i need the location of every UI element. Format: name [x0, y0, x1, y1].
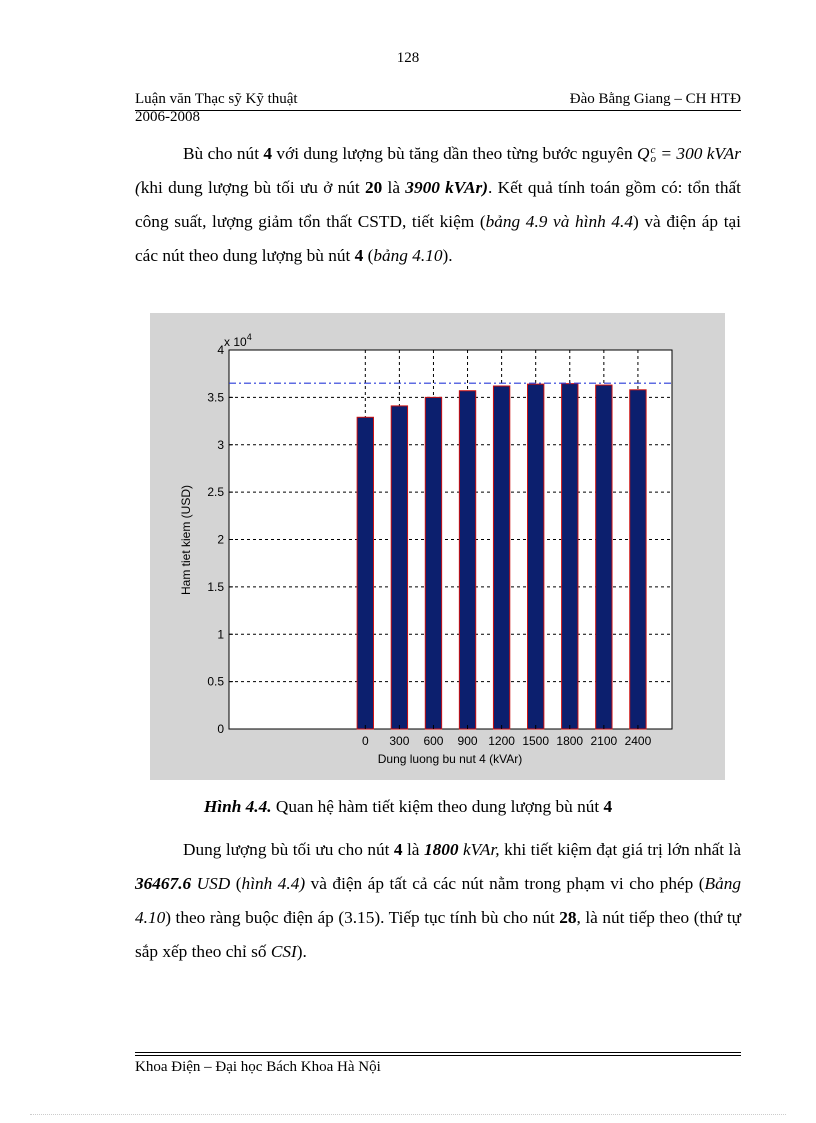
bar-1200	[493, 386, 509, 729]
x-tick-label: 900	[457, 734, 478, 748]
y-tick-label: 1	[217, 627, 224, 642]
bar-1800	[562, 384, 578, 729]
paragraph-1: Bù cho nút 4 với dung lượng bù tăng dần theo từng bước nguyên Q c o = 300 kVAr (khi dung lượng bù tối ưu ở nút 20 là 3900 kVAr). Kết quả tính toán gồm có: tổn thất công suất, lượng giảm tổn thất CSTD, tiết kiệm (bảng 4.9 và hình 4.4) và điện áp tại các nút theo dung lượng bù nút 4 (bảng 4.10).	[135, 144, 741, 265]
x-tick-label: 1500	[522, 734, 550, 748]
x-tick-label: 0	[361, 734, 369, 748]
y-tick-label: 3	[217, 437, 224, 452]
bar-900	[459, 391, 475, 729]
page-footer	[135, 1052, 741, 1076]
y-multiplier: x $10^4$	[224, 332, 252, 349]
y-tick-label: 1.5	[207, 579, 224, 594]
y-tick-label: 2.5	[207, 485, 224, 500]
y-tick-label: 0.5	[207, 674, 224, 689]
x-tick-label: 2100	[590, 734, 618, 748]
page-edge	[30, 1114, 786, 1115]
x-tick-label: 2400	[624, 734, 652, 748]
bar-600	[425, 397, 441, 729]
x-tick-label: 1200	[488, 734, 515, 748]
y-tick-label: 2	[217, 532, 224, 547]
q-formula: Q c o = 300 kVAr (	[135, 144, 741, 197]
figure-caption: Hình 4.4. Quan hệ hàm tiết kiệm theo dung lượng bù nút 4	[203, 797, 613, 816]
y-tick-label: 3.5	[207, 390, 224, 405]
x-tick-label: 300	[389, 734, 410, 748]
header-years: 2006-2008	[135, 109, 200, 125]
bar-2100	[596, 385, 612, 729]
bar-2400	[630, 390, 646, 729]
footer-institution: Khoa Điện – Đại học Bách Khoa Hà Nội	[135, 1059, 381, 1075]
bar-0	[357, 417, 373, 729]
bar-300	[391, 406, 407, 729]
x-tick-label: 1800	[556, 734, 584, 748]
page-header	[135, 90, 741, 124]
savings-bar-chart	[150, 313, 725, 780]
footer-rule	[135, 1052, 741, 1056]
y-tick-label: 0	[217, 722, 224, 736]
figure-4-4	[150, 313, 725, 780]
header-author: Đào Bằng Giang – CH HTĐ	[569, 91, 741, 107]
y-axis-label: Ham tiet kiem (USD)	[179, 484, 193, 596]
bar-1500	[528, 384, 544, 729]
page-number: 128	[396, 50, 420, 66]
header-thesis-title: Luận văn Thạc sỹ Kỹ thuật	[135, 91, 298, 107]
y-tick-label: 4	[217, 343, 224, 357]
paragraph-2: Dung lượng bù tối ưu cho nút 4 là 1800 kVAr, khi tiết kiệm đạt giá trị lớn nhất là 36467.6 USD (hình 4.4) và điện áp tất cả các nút nằm trong phạm vi cho phép (Bảng 4.10) theo ràng buộc điện áp (3.15). Tiếp tục tính bù cho nút 28, là nút tiếp theo (thứ tự sắp xếp theo chỉ số CSI).	[135, 840, 742, 961]
x-axis-label: Dung luong bu nut 4 (kVAr)	[377, 752, 523, 766]
x-tick-label: 600	[423, 734, 444, 748]
